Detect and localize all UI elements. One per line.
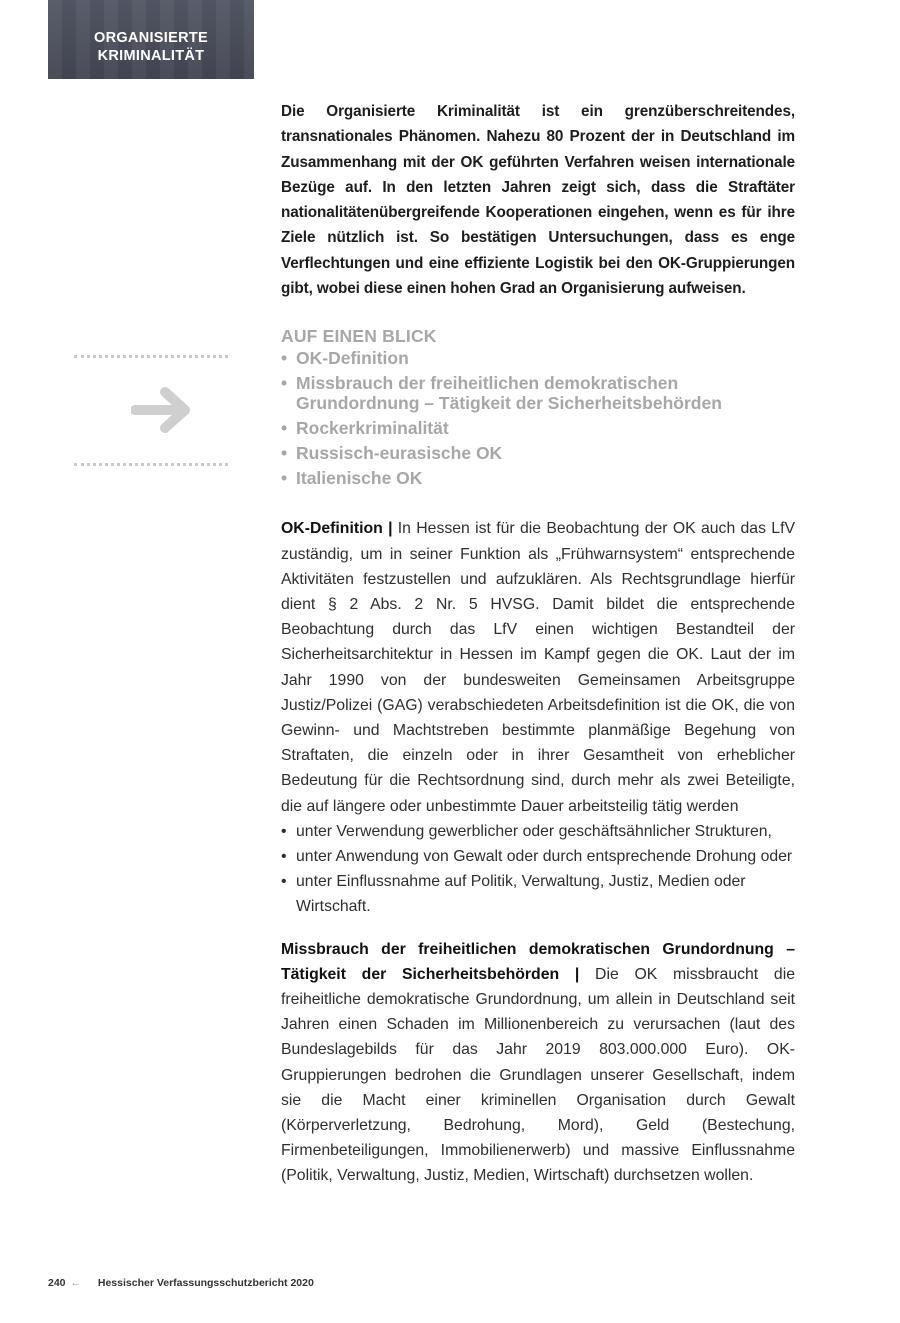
section-title-line2: KRIMINALITÄT: [97, 48, 205, 64]
arrow-right-icon: [131, 385, 195, 435]
glance-item-italienische-ok[interactable]: • Italienische OK: [281, 468, 795, 488]
glance-item-russisch-eurasische-ok[interactable]: • Russisch-eurasische OK: [281, 443, 795, 463]
section-tab: [48, 0, 254, 79]
ok-definition-bullets: [281, 819, 795, 920]
body-text: [281, 516, 795, 1188]
glance-item-ok-definition[interactable]: • OK-Definition: [281, 348, 795, 368]
missbrauch-heading: Missbrauch der freiheitlichen demokratischen Grundordnung – Tätigkeit der Sicherheitsbehörden |: [281, 940, 795, 983]
list-item: • unter Anwendung von Gewalt oder durch entsprechende Drohung oder: [281, 844, 795, 869]
at-a-glance-list: [281, 348, 795, 488]
section-title-line1: ORGANISIERTE: [94, 30, 208, 46]
glance-item-missbrauch[interactable]: • Missbrauch der freiheitlichen demokratischen Grundordnung – Tätigkeit der Sicherheitsbehörden: [281, 373, 795, 413]
ok-definition-text: In Hessen ist für die Beobachtung der OK auch das LfV zuständig, um in seiner Funktion als „Frühwarnsystem“ entsprechende Aktivitäten festzustellen und aufzuklären. Als Rechtsgrundlage hierfür dient § 2 Abs. 2 Nr. 5 HVSG. Damit bildet die entsprechende Beobachtung durch das LfV einen wichtigen Bestandteil der Sicherheitsarchitektur in Hessen im Kampf gegen die OK. Laut der im Jahr 1990 von der bundesweiten Gemeinsamen Arbeitsgruppe Justiz/Polizei (GAG) verabschiedeten Arbeitsdefinition ist die OK, die von Gewinn- und Machtstreben bestimmte planmäßige Begehung von Straftaten, die einzeln oder in ihrer Gesamtheit von erheblicher Bedeutung für die Rechtsordnung sind, durch mehr als zwei Beteiligte, die auf längere oder unbestimmte Dauer arbeitsteilig tätig werden: [281, 520, 795, 815]
ok-definition-paragraph: [281, 516, 795, 818]
page-number: 240: [48, 1277, 66, 1289]
list-item: • unter Verwendung gewerblicher oder geschäftsähnlicher Strukturen,: [281, 819, 795, 844]
main-content: [281, 99, 795, 1189]
ok-definition-heading: OK-Definition |: [281, 520, 393, 538]
at-a-glance-title: AUF EINEN BLICK: [281, 326, 437, 347]
back-arrow-icon[interactable]: ←: [70, 1277, 81, 1289]
page-footer: [48, 1277, 314, 1289]
footer-title: Hessischer Verfassungsschutzbericht 2020: [97, 1277, 314, 1289]
missbrauch-paragraph: [281, 937, 795, 1189]
at-a-glance-box: [281, 324, 795, 488]
divider-bottom: [74, 463, 228, 466]
divider-top: [74, 355, 228, 358]
glance-item-rockerkriminalitaet[interactable]: • Rockerkriminalität: [281, 418, 795, 438]
missbrauch-text: Die OK missbraucht die freiheitliche demokratische Grundordnung, um allein in Deutschland seit Jahren einen Schaden im Millionenbereich zu verursachen (laut des Bundeslagebilds für das Jahr 2019 803.000.000 Euro). OK-Gruppierungen bedrohen die Grundlagen unserer Gesellschaft, indem sie die Macht einer kriminellen Organisation durch Gewalt (Körperverletzung, Bedrohung, Mord), Geld (Bestechung, Firmenbeteiligungen, Immobilienerwerb) und massive Einflussnahme (Politik, Verwaltung, Justiz, Medien, Wirtschaft) durchsetzen wollen.: [281, 965, 795, 1185]
list-item: • unter Einflussnahme auf Politik, Verwaltung, Justiz, Medien oder Wirtschaft.: [281, 869, 795, 919]
intro-paragraph: Die Organisierte Kriminalität ist ein grenzüberschreitendes, transnationales Phänomen. Nahezu 80 Prozent der in Deutschland im Zusammenhang mit der OK geführten Verfahren weisen internationale Bezüge auf. In den letzten Jahren zeigt sich, dass die Straftäter nationalitätenübergreifende Kooperationen eingehen, wenn es für ihre Ziele nützlich ist. So bestätigen Untersuchungen, dass es enge Verflechtungen und eine effiziente Logistik bei den OK-Gruppierungen gibt, wobei diese einen hohen Grad an Organisierung aufweisen.: [281, 103, 795, 298]
